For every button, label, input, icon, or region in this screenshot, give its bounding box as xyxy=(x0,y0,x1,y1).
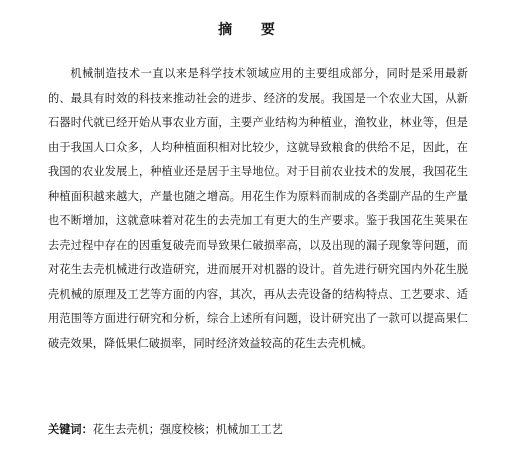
keywords-label: 关键词： xyxy=(48,423,93,436)
keywords-line xyxy=(48,420,468,440)
abstract-paragraph: 机械制造技术一直以来是科学技术领域应用的主要组成部分，同时是采用最新的、最具有时效的科技来推动社会的进步、经济的发展。我国是一个农业大国，从新石器时代就已经开始从事农业方面，主要产业结构为种植业，渔牧业，林业等，但是由于我国人口众多，人均种植面积相对比较少，这就导致粮食的供给不足，因此，在我国的农业发展上，种植业还是居于主导地位。对于目前农业技术的发展，我国花生种植面积越来越大，产量也随之增高。用花生作为原料而制成的各类副产品的生产量也不断增加，这就意味着对花生的去壳加工有更大的生产要求。鉴于我国花生荚果在去壳过程中存在的因重复破壳而导致果仁破损率高，以及出现的漏子现象等问题，而对花生去壳机械进行改造研究，进而展开对机器的设计。首先进行研究国内外花生脱壳机械的原理及工艺等方面的内容，其次，再从去壳设备的结构特点、工艺要求、适用范围等方面进行研究和分析，综合上述所有问题，设计研究出了一款可以提高果仁破壳效果，降低果仁破损率，同时经济效益较高的花生去壳机械。 xyxy=(48,67,468,350)
keywords-text: 花生去壳机；强度校核；机械加工工艺 xyxy=(92,423,283,436)
document-title: 摘 要 xyxy=(218,22,287,38)
